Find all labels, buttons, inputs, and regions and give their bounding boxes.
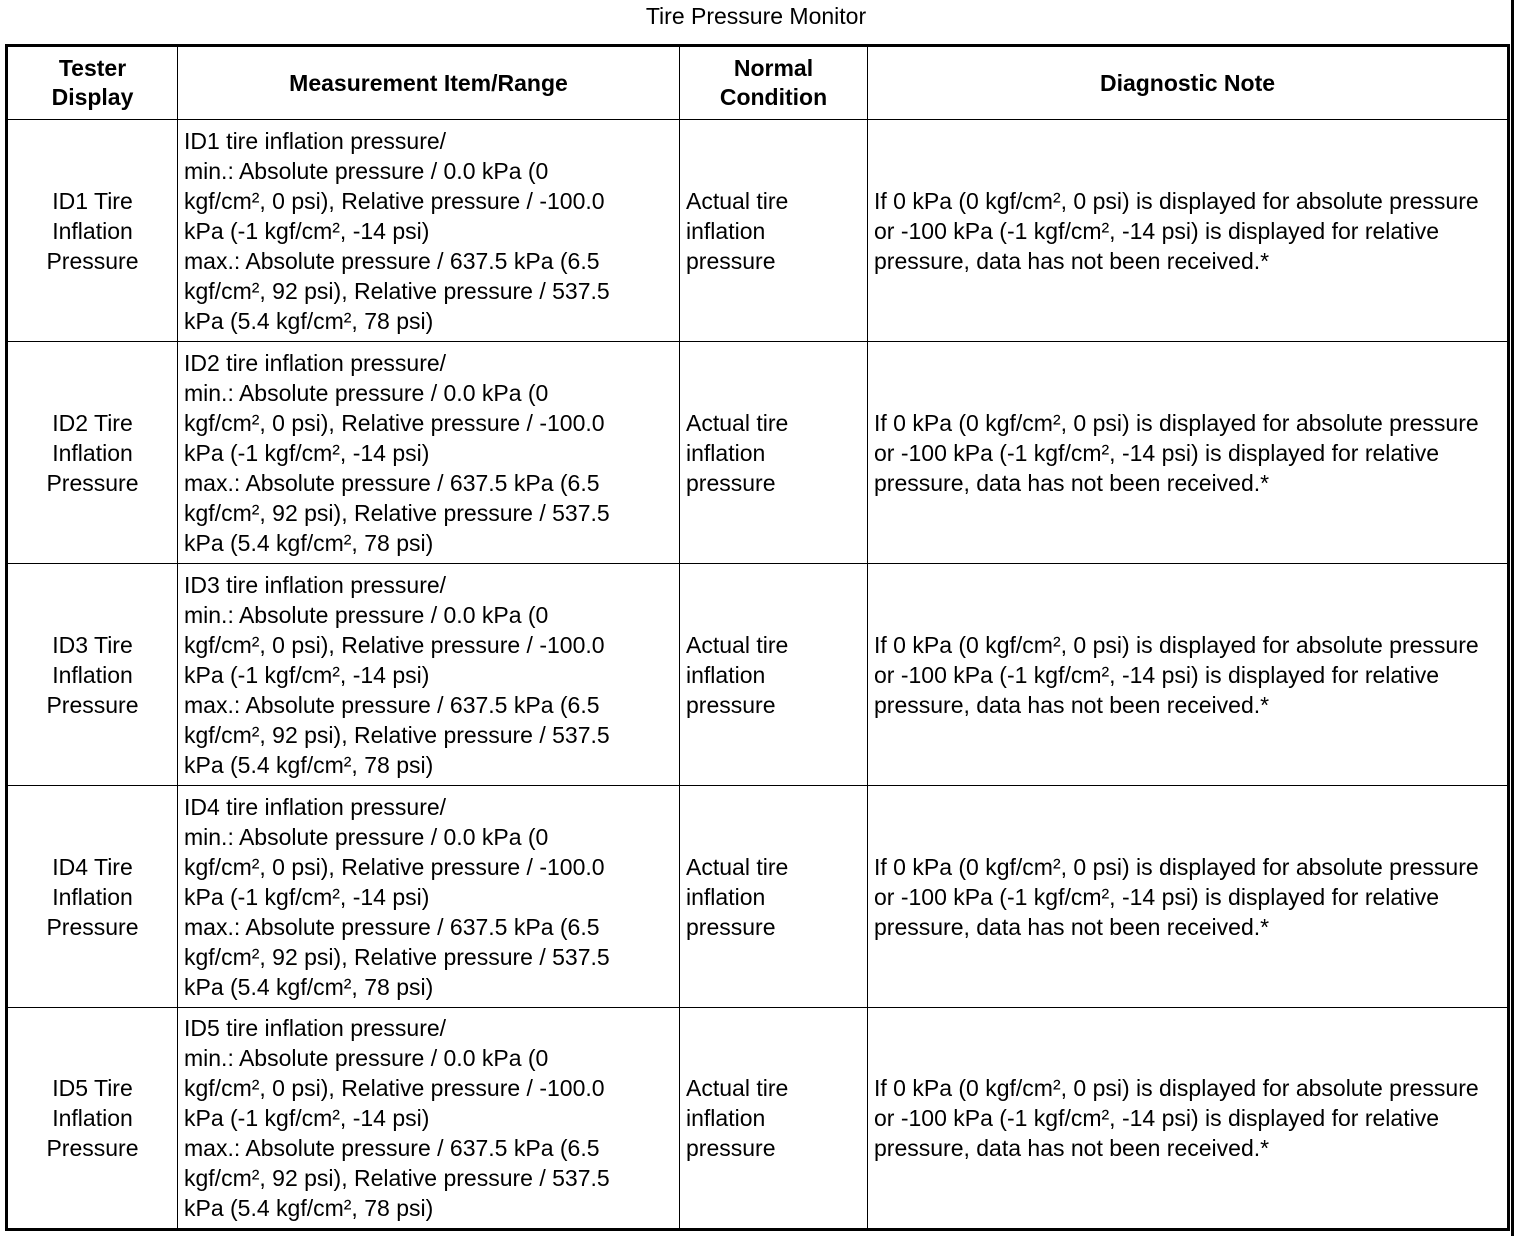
measurement-range-cell xyxy=(178,1008,680,1230)
header-measurement-range: Measurement Item/Range xyxy=(178,46,680,120)
measurement-range-cell xyxy=(178,564,680,786)
diagnostic-note-cell: If 0 kPa (0 kgf/cm², 0 psi) is displayed for absolute pressure or -100 kPa (-1 kgf/cm², -14 psi) is displayed for relative pressure, data has not been received.* xyxy=(868,120,1509,342)
range-line: kPa (-1 kgf/cm², -14 psi) xyxy=(184,217,430,244)
range-line: min.: Absolute pressure / 0.0 kPa (0 xyxy=(184,157,549,184)
diagnostic-note-cell: If 0 kPa (0 kgf/cm², 0 psi) is displayed for absolute pressure or -100 kPa (-1 kgf/cm², -14 psi) is displayed for relative pressure, data has not been received.* xyxy=(868,786,1509,1008)
range-line: kgf/cm², 0 psi), Relative pressure / -100.0 xyxy=(184,631,605,658)
tester-display-cell: ID1 Tire Inflation Pressure xyxy=(7,120,178,342)
diagnostic-note-cell: If 0 kPa (0 kgf/cm², 0 psi) is displayed for absolute pressure or -100 kPa (-1 kgf/cm², -14 psi) is displayed for relative pressure, data has not been received.* xyxy=(868,342,1509,564)
range-line: ID5 tire inflation pressure/ xyxy=(184,1015,447,1041)
tire-pressure-table xyxy=(5,44,1510,1231)
range-line: kgf/cm², 0 psi), Relative pressure / -100.0 xyxy=(184,187,605,214)
normal-condition-cell: Actual tire inflation pressure xyxy=(680,120,868,342)
range-line: ID2 tire inflation pressure/ xyxy=(184,349,447,376)
range-line: kgf/cm², 0 psi), Relative pressure / -100.0 xyxy=(184,853,605,880)
range-line: max.: Absolute pressure / 637.5 kPa (6.5 xyxy=(184,469,600,496)
measurement-range-cell xyxy=(178,342,680,564)
range-line: kgf/cm², 92 psi), Relative pressure / 537.5 xyxy=(184,721,610,748)
range-line: min.: Absolute pressure / 0.0 kPa (0 xyxy=(184,823,549,850)
range-line: max.: Absolute pressure / 637.5 kPa (6.5 xyxy=(184,691,600,718)
range-line: ID4 tire inflation pressure/ xyxy=(184,793,447,820)
table-row xyxy=(7,786,1509,1008)
range-line: kgf/cm², 0 psi), Relative pressure / -100.0 xyxy=(184,409,605,436)
range-line: max.: Absolute pressure / 637.5 kPa (6.5 xyxy=(184,913,600,940)
page-title: Tire Pressure Monitor xyxy=(645,3,867,29)
range-line: kgf/cm², 92 psi), Relative pressure / 537.5 xyxy=(184,1165,610,1191)
range-line: max.: Absolute pressure / 637.5 kPa (6.5 xyxy=(184,247,600,274)
range-line: kPa (5.4 kgf/cm², 78 psi) xyxy=(184,973,434,1000)
range-line: kPa (5.4 kgf/cm², 78 psi) xyxy=(184,751,434,778)
tester-display-cell: ID4 Tire Inflation Pressure xyxy=(7,786,178,1008)
header-normal-condition: Normal Condition xyxy=(680,46,868,120)
table-row xyxy=(7,120,1509,342)
table-row xyxy=(7,342,1509,564)
normal-condition-cell: Actual tire inflation pressure xyxy=(680,342,868,564)
header-diagnostic-note: Diagnostic Note xyxy=(868,46,1509,120)
range-line: kgf/cm², 92 psi), Relative pressure / 537.5 xyxy=(184,499,610,526)
normal-condition-cell: Actual tire inflation pressure xyxy=(680,1008,868,1230)
table-row xyxy=(7,1008,1509,1230)
normal-condition-cell: Actual tire inflation pressure xyxy=(680,786,868,1008)
normal-condition-cell: Actual tire inflation pressure xyxy=(680,564,868,786)
range-line: min.: Absolute pressure / 0.0 kPa (0 xyxy=(184,379,549,406)
range-line: kPa (-1 kgf/cm², -14 psi) xyxy=(184,883,430,910)
range-line: kgf/cm², 0 psi), Relative pressure / -100.0 xyxy=(184,1075,605,1101)
tester-display-cell: ID2 Tire Inflation Pressure xyxy=(7,342,178,564)
range-line: kPa (-1 kgf/cm², -14 psi) xyxy=(184,1105,430,1131)
range-line: max.: Absolute pressure / 637.5 kPa (6.5 xyxy=(184,1135,600,1161)
tester-display-cell: ID3 Tire Inflation Pressure xyxy=(7,564,178,786)
range-line: ID3 tire inflation pressure/ xyxy=(184,571,447,598)
range-line: kPa (-1 kgf/cm², -14 psi) xyxy=(184,439,430,466)
measurement-range-cell xyxy=(178,120,680,342)
diagnostic-note-cell: If 0 kPa (0 kgf/cm², 0 psi) is displayed for absolute pressure or -100 kPa (-1 kgf/cm², -14 psi) is displayed for relative pressure, data has not been received.* xyxy=(868,564,1509,786)
range-line: kPa (5.4 kgf/cm², 78 psi) xyxy=(184,529,434,556)
header-row xyxy=(7,46,1509,120)
page-edge-rule xyxy=(1511,0,1514,1236)
table-row xyxy=(7,564,1509,786)
range-line: kgf/cm², 92 psi), Relative pressure / 537.5 xyxy=(184,943,610,970)
measurement-range-cell xyxy=(178,786,680,1008)
range-line: kPa (5.4 kgf/cm², 78 psi) xyxy=(184,1195,434,1221)
tester-display-cell: ID5 Tire Inflation Pressure xyxy=(7,1008,178,1230)
range-line: ID1 tire inflation pressure/ xyxy=(184,127,447,154)
range-line: kPa (5.4 kgf/cm², 78 psi) xyxy=(184,307,434,334)
diagnostic-note-cell: If 0 kPa (0 kgf/cm², 0 psi) is displayed for absolute pressure or -100 kPa (-1 kgf/cm², -14 psi) is displayed for relative pressure, data has not been received.* xyxy=(868,1008,1509,1230)
range-line: min.: Absolute pressure / 0.0 kPa (0 xyxy=(184,1045,549,1071)
header-tester-display: Tester Display xyxy=(7,46,178,120)
range-line: kgf/cm², 92 psi), Relative pressure / 537.5 xyxy=(184,277,610,304)
range-line: kPa (-1 kgf/cm², -14 psi) xyxy=(184,661,430,688)
range-line: min.: Absolute pressure / 0.0 kPa (0 xyxy=(184,601,549,628)
